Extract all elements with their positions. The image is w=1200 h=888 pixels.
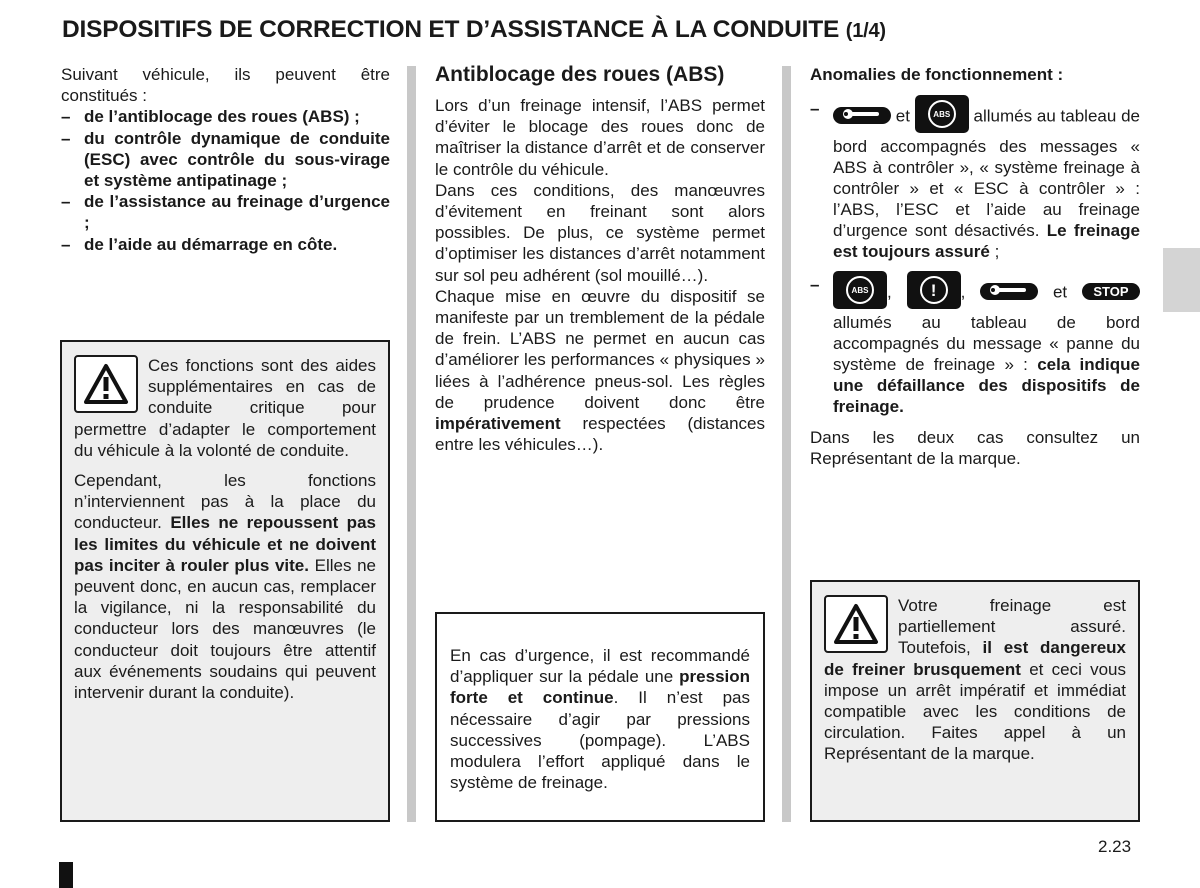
item1-a: allumés au tableau de bord accompagnés des messages « ABS à contrôler », « système freinage à contrôler » et « ESC à contrôler » : l’ABS, l’ESC et l’aide au freinage d’urgence sont désactivés. — [833, 106, 1141, 241]
list-item: – de l’antiblocage des roues (ABS) ; — [61, 106, 390, 127]
title-part: (1/4) — [845, 20, 886, 42]
abs-p3b: impérativement — [435, 414, 561, 434]
note-a: En cas d’urgence, il est recommandé d’appliquer sur la pédale une — [450, 646, 750, 687]
section-heading: Antiblocage des roues (ABS) — [435, 63, 725, 86]
left-column — [61, 64, 390, 255]
brake-warning-icon — [907, 271, 961, 309]
note-text — [450, 645, 750, 793]
warning-right-a: Votre freinage est partiellement assuré. Toutefois, — [898, 596, 1126, 658]
item2-a: allumés au tableau de bord accompagnés du message « panne du système de freinage » : — [833, 313, 1140, 375]
abs-warning-icon — [833, 271, 887, 309]
anomaly-list — [810, 98, 1140, 417]
item2-comma: , — [960, 282, 966, 302]
warning-box-left — [60, 340, 390, 822]
column-divider — [407, 66, 416, 822]
abs-p3c: respectées (distances entre les véhicules…). — [435, 414, 765, 455]
note-c: . Il n’est pas nécessaire d’agir par pressions successives (pompage). L’ABS modulera l’effort appliqué dans le système de freinage. — [450, 688, 751, 793]
warning-triangle-icon — [824, 595, 888, 653]
warning-triangle-icon — [74, 355, 138, 413]
list-item: – de l’aide au démarrage en côte. — [61, 234, 390, 255]
abs-p3 — [435, 286, 765, 456]
wrench-icon — [833, 107, 891, 124]
item2-et: et — [1052, 282, 1068, 302]
list-item — [810, 274, 1140, 417]
abs-p1: Lors d’un freinage intensif, l’ABS permet d’éviter le blocage des roues donc de maîtriser la distance d’arrêt et de conserver le contrôle du véhicule. — [435, 96, 765, 179]
abs-label: – ABS — [846, 276, 874, 304]
chapter-tab — [1163, 248, 1200, 312]
abs-warning-icon — [915, 95, 969, 133]
warning-left-p1: Ces fonctions sont des aides supplémentaires en cas de conduite critique pour permettre d’adapter le comportement du véhicule à la volonté de conduite. — [74, 356, 376, 460]
title-main: DISPOSITIFS DE CORRECTION ET D’ASSISTANCE À LA CONDUITE — [62, 16, 840, 43]
list-item: – de l’assistance au freinage d’urgence ; — [61, 191, 390, 233]
right-column — [810, 64, 1140, 470]
item1-b: Le freinage est toujours assuré — [833, 221, 1140, 262]
anomalies-heading: Anomalies de fonctionnement : — [810, 65, 1064, 84]
abs-p3a: Chaque mise en œuvre du dispositif se manifeste par un tremblement de la pédale de frein. L’ABS ne permet en aucun cas d’améliorer les performances « physiques » liées à l’adhérence pneus-sol. Les règles de prudence doivent donc être — [435, 286, 765, 412]
item2-b: cela indique une défaillance des dispositifs de freinage. — [833, 355, 1140, 417]
list-item — [810, 98, 1140, 262]
warning-left-p2a: Cependant, les fonctions n’interviennent pas à la place du conducteur. — [74, 471, 376, 533]
middle-column — [435, 62, 765, 455]
list-item: – du contrôle dynamique de conduite (ESC) avec contrôle du sous-virage et système antipatinage ; — [61, 128, 390, 192]
corner-mark — [59, 862, 73, 888]
warning-left-p2b: Elles ne repoussent pas les limites du véhicule et ne doivent pas inciter à rouler plus vite. — [74, 513, 376, 575]
stop-icon: STOP — [1082, 283, 1140, 300]
warning-right-b: il est dangereux de freiner brusquement — [824, 638, 1126, 679]
exclamation-glyph: ! — [920, 276, 948, 304]
conclusion: Dans les deux cas consultez un Représentant de la marque. — [810, 428, 1140, 469]
warning-right-c: et ceci vous impose un arrêt impératif et immédiat compatible avec les conditions de circulation. Faites appel à un Représentant de la marque. — [824, 659, 1127, 764]
warning-left-p2c: Elles ne peuvent donc, en aucun cas, remplacer la vigilance, ni la responsabilité du conducteur lors des manœuvres (le conducteur doit toujours être attentif aux événements soudains qui peuvent intervenir durant la conduite). — [74, 555, 376, 703]
warning-box-right — [810, 580, 1140, 822]
note-box — [435, 612, 765, 822]
item2-comma: , — [887, 282, 892, 302]
abs-p2: Dans ces conditions, des manœuvres d’évitement en freinant sont alors possibles. De plus, ce système permet d’optimiser les distances d’arrêt notamment sur sol peu adhérent (sol mouillé…). — [435, 180, 765, 285]
left-intro: Suivant véhicule, ils peuvent être constitués : — [61, 65, 390, 106]
abs-label: ABS — [928, 100, 956, 128]
item1-c: ; — [994, 242, 1000, 262]
page-number: 2.23 — [1098, 837, 1132, 856]
page-title — [62, 16, 1162, 44]
note-b: pression forte et continue — [450, 667, 751, 708]
wrench-icon — [980, 283, 1038, 300]
column-divider — [782, 66, 791, 822]
item1-et: et — [895, 106, 910, 126]
warning-left-p2 — [74, 470, 376, 703]
feature-list — [61, 106, 390, 254]
